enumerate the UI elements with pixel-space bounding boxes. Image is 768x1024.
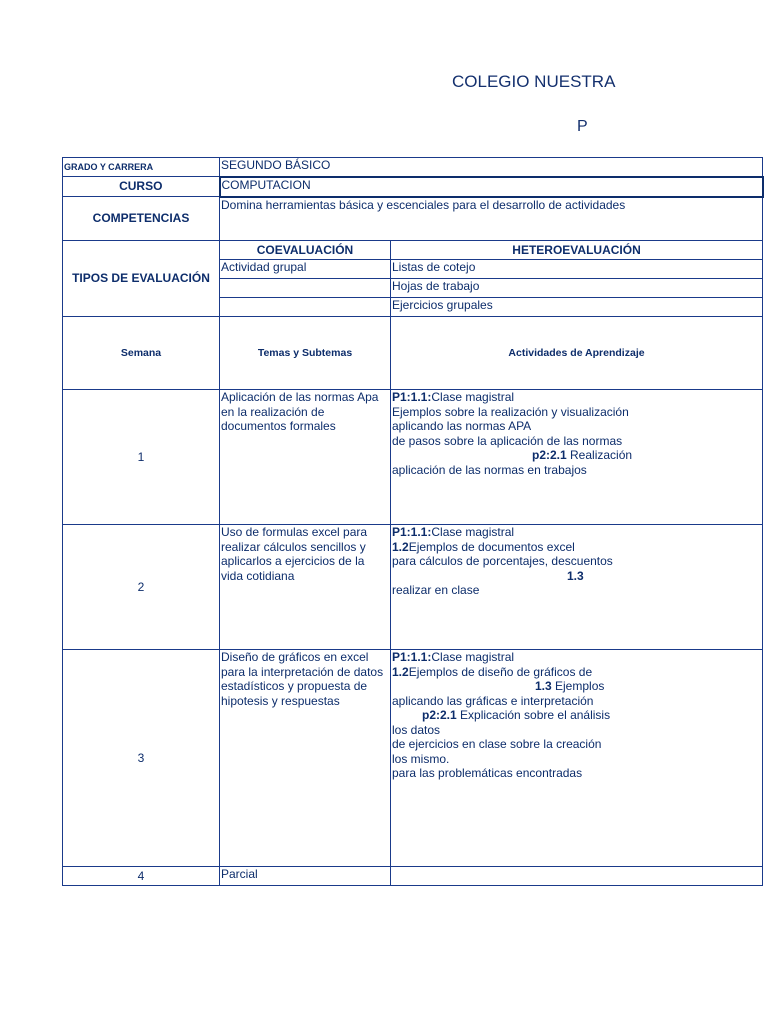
actividades-header: Actividades de Aprendizaje bbox=[391, 317, 763, 390]
activity-text: Ejemplos de documentos excel bbox=[408, 539, 575, 554]
coevaluacion-item[interactable]: Actividad grupal bbox=[220, 260, 391, 279]
coevaluacion-item[interactable] bbox=[220, 298, 391, 317]
actividades-cell[interactable] bbox=[391, 867, 763, 886]
activity-text: los datos bbox=[392, 722, 441, 737]
activity-code: 1.3 bbox=[567, 568, 584, 583]
tema-cell[interactable]: Uso de formulas excel para realizar cálculos sencillos y aplicarlos a ejercicios de la vida cotidiana bbox=[220, 525, 391, 650]
table-row bbox=[63, 867, 763, 886]
tipos-evaluacion-label: TIPOS DE EVALUACIÓN bbox=[63, 241, 220, 317]
grado-row bbox=[63, 158, 763, 177]
activity-code: 1.3 bbox=[535, 679, 556, 693]
activity-text: Ejemplos bbox=[555, 679, 605, 693]
semana-cell[interactable]: 1 bbox=[63, 390, 220, 525]
planning-table bbox=[62, 157, 764, 886]
activity-text: Ejemplos sobre la realización y visualización bbox=[392, 404, 629, 419]
activity-line bbox=[392, 766, 761, 781]
semana-cell[interactable]: 2 bbox=[63, 525, 220, 650]
page-subtitle: P bbox=[577, 118, 588, 135]
activity-line bbox=[392, 525, 761, 540]
heteroevaluacion-item[interactable]: Hojas de trabajo bbox=[391, 279, 763, 298]
page-title: COLEGIO NUESTRA bbox=[452, 72, 616, 91]
activity-text: aplicando las gráficas e interpretación bbox=[392, 693, 594, 708]
activity-line bbox=[392, 448, 761, 463]
activity-line bbox=[392, 694, 761, 709]
heteroevaluacion-item[interactable]: Ejercicios grupales bbox=[391, 298, 763, 317]
semana-cell[interactable]: 3 bbox=[63, 650, 220, 867]
actividades-cell[interactable] bbox=[391, 650, 763, 867]
activity-code: p2:2.1 bbox=[422, 708, 461, 722]
coevaluacion-header: COEVALUACIÓN bbox=[220, 241, 391, 260]
coevaluacion-item[interactable] bbox=[220, 279, 391, 298]
activity-text: Ejemplos de diseño de gráficos de bbox=[408, 664, 593, 679]
grado-value[interactable]: SEGUNDO BÁSICO bbox=[220, 158, 763, 177]
curso-label: CURSO bbox=[63, 177, 220, 197]
activity-text: Realización bbox=[570, 448, 633, 462]
heteroevaluacion-item[interactable]: Listas de cotejo bbox=[391, 260, 763, 279]
activity-code: P1:1.1: bbox=[392, 390, 432, 404]
semana-header: Semana bbox=[63, 317, 220, 390]
curso-row bbox=[63, 177, 763, 197]
activity-text: de ejercicios en clase sobre la creación bbox=[392, 737, 602, 751]
activity-line bbox=[392, 679, 761, 694]
activity-line bbox=[392, 650, 761, 665]
activity-text: Clase magistral bbox=[431, 650, 515, 664]
activity-text: aplicando las normas APA bbox=[392, 419, 532, 433]
tema-cell[interactable]: Diseño de gráficos en excel para la interpretación de datos estadísticos y propuesta de hipotesis y respuestas bbox=[220, 650, 391, 867]
activity-text: de pasos sobre la aplicación de las normas bbox=[392, 433, 623, 448]
activity-line bbox=[392, 390, 761, 405]
activity-text: Clase magistral bbox=[431, 390, 515, 404]
activity-line bbox=[392, 540, 761, 555]
activity-line bbox=[392, 665, 761, 680]
actividades-cell[interactable] bbox=[391, 390, 763, 525]
temas-header: Temas y Subtemas bbox=[220, 317, 391, 390]
tema-cell[interactable]: Aplicación de las normas Apa en la realización de documentos formales bbox=[220, 390, 391, 525]
competencias-value[interactable]: Domina herramientas básica y escenciales para el desarrollo de actividades bbox=[220, 197, 763, 241]
activity-code: p2:2.1 bbox=[532, 448, 571, 462]
activity-code: 1.2 bbox=[392, 539, 409, 554]
activity-code: P1:1.1: bbox=[392, 650, 432, 664]
activity-text: Clase magistral bbox=[431, 525, 515, 539]
activity-line bbox=[392, 708, 761, 723]
activity-line bbox=[392, 569, 761, 584]
activity-line bbox=[392, 405, 761, 420]
eval-header-row bbox=[63, 241, 763, 260]
competencias-label: COMPETENCIAS bbox=[63, 197, 220, 241]
activity-code: 1.2 bbox=[392, 664, 409, 679]
activity-line bbox=[392, 419, 761, 434]
activity-text: los mismo. bbox=[392, 751, 450, 766]
activity-line bbox=[392, 737, 761, 752]
table-row bbox=[63, 650, 763, 867]
activity-text: para cálculos de porcentajes, descuentos bbox=[392, 554, 613, 568]
planning-sheet bbox=[62, 157, 645, 887]
column-header-row bbox=[63, 317, 763, 390]
table-row bbox=[63, 525, 763, 650]
competencias-row bbox=[63, 197, 763, 241]
heteroevaluacion-header: HETEROEVALUACIÓN bbox=[391, 241, 763, 260]
activity-code: P1:1.1: bbox=[392, 525, 432, 539]
tema-cell[interactable]: Parcial bbox=[220, 867, 391, 886]
curso-value[interactable]: COMPUTACION bbox=[220, 177, 763, 197]
activity-line bbox=[392, 723, 761, 738]
grado-label: GRADO Y CARRERA bbox=[63, 158, 220, 177]
activity-line bbox=[392, 583, 761, 598]
activity-text: Explicación sobre el análisis bbox=[460, 708, 611, 722]
table-row bbox=[63, 390, 763, 525]
semana-cell[interactable]: 4 bbox=[63, 867, 220, 886]
actividades-cell[interactable] bbox=[391, 525, 763, 650]
activity-text: realizar en clase bbox=[392, 583, 480, 597]
activity-line bbox=[392, 463, 761, 478]
activity-line bbox=[392, 752, 761, 767]
activity-text: para las problemáticas encontradas bbox=[392, 766, 583, 780]
activity-line bbox=[392, 554, 761, 569]
activity-line bbox=[392, 434, 761, 449]
activity-text: aplicación de las normas en trabajos bbox=[392, 462, 587, 477]
